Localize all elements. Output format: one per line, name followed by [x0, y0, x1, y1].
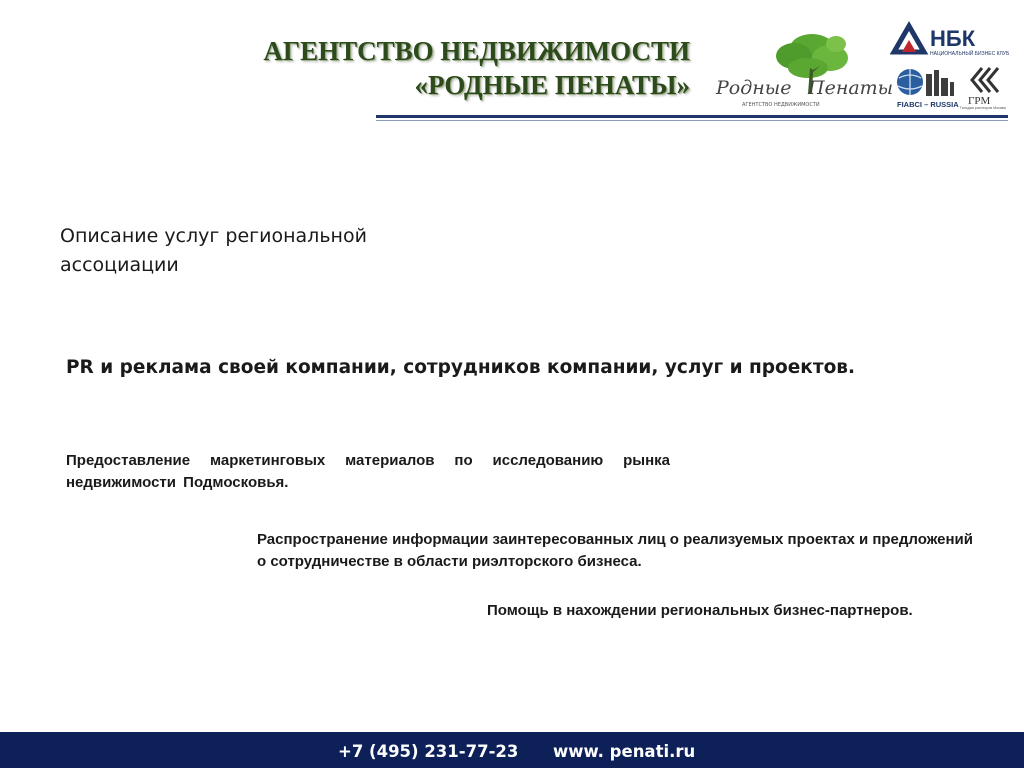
fiabci-logo	[894, 66, 959, 110]
agency-title-line1: АГЕНТСТВО НЕДВИЖИМОСТИ	[263, 36, 690, 66]
svg-text:Пенаты: Пенаты	[808, 77, 894, 99]
svg-text:Родные: Родные	[716, 77, 792, 99]
nbk-triangle-icon	[894, 26, 924, 52]
svg-text:НБК: НБК	[930, 26, 976, 51]
service-item-partners: Помощь в нахождении региональных бизнес-партнеров.	[487, 602, 913, 619]
header-divider	[376, 115, 1008, 118]
globe-icon	[897, 69, 923, 95]
grm-chevrons-icon	[972, 68, 998, 92]
svg-text:НАЦИОНАЛЬНЫЙ БИЗНЕС КЛУБ: НАЦИОНАЛЬНЫЙ БИЗНЕС КЛУБ	[930, 51, 1010, 57]
service-item-information: Распространение информации заинтересованных лиц о реализуемых проектах и предложений о сотрудничестве в области риэлторского бизнеса.	[257, 531, 974, 570]
agency-title-line2: «РОДНЫЕ ПЕНАТЫ»	[414, 70, 690, 100]
nbk-logo	[892, 22, 1010, 58]
svg-text:АГЕНТСТВО НЕДВИЖИМОСТИ: АГЕНТСТВО НЕДВИЖИМОСТИ	[742, 102, 820, 108]
rodnye-penaty-logo	[712, 28, 894, 114]
footer-website[interactable]: www. penati.ru	[553, 742, 696, 761]
skyline-icon	[926, 70, 954, 96]
grm-logo	[960, 64, 1008, 110]
agency-title	[263, 34, 690, 102]
service-item-pr: PR и реклама своей компании, сотрудников компании, услуг и проектов.	[66, 357, 856, 378]
header-divider-thin	[376, 120, 1008, 121]
section-title: Описание услуг региональной ассоциации	[60, 225, 367, 276]
svg-text:ГРМ: ГРМ	[968, 95, 991, 107]
svg-text:Гильдия риэлторов Москвы: Гильдия риэлторов Москвы	[960, 106, 1007, 110]
service-item-marketing: Предоставление маркетинговых материалов по исследованию рынка недвижимости Подмосковья.	[66, 452, 670, 491]
footer-phone: +7 (495) 231-77-23	[338, 742, 519, 761]
svg-text:FIABCI – RUSSIA: FIABCI – RUSSIA	[897, 100, 959, 109]
